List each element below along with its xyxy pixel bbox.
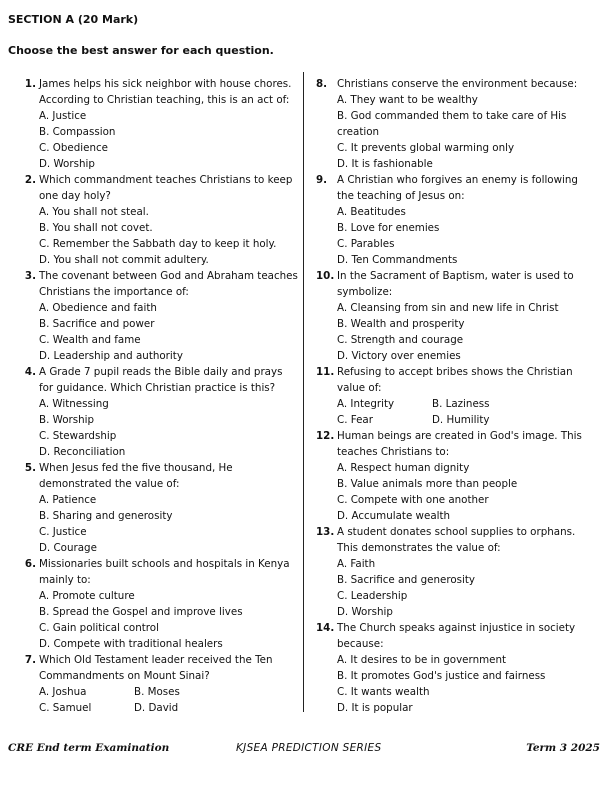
question-number: 3. <box>24 270 36 282</box>
question-item <box>18 268 298 364</box>
answer-option: D. Accumulate wealth <box>337 510 451 522</box>
question-item <box>316 620 594 716</box>
question-number: 11. <box>316 366 335 378</box>
answer-option: A. Obedience and faith <box>39 302 157 314</box>
question-number: 4. <box>24 366 36 378</box>
answer-option: C. Compete with one another <box>337 494 489 506</box>
question-stem: When Jesus fed the five thousand, He demonstrated the value of: <box>39 462 233 490</box>
answer-option: D. Victory over enemies <box>337 350 461 362</box>
answer-option-row <box>337 412 594 428</box>
question-item <box>316 268 594 364</box>
answer-option: B. It promotes God's justice and fairness <box>337 670 546 682</box>
question-item <box>18 172 298 268</box>
answer-option: B. Wealth and prosperity <box>337 318 465 330</box>
answer-option: D. Humility <box>432 414 490 426</box>
answer-option: A. Patience <box>39 494 97 506</box>
instructions: Choose the best answer for each question. <box>8 44 274 57</box>
answer-option-row <box>337 396 594 412</box>
answer-option: B. Worship <box>39 414 95 426</box>
answer-option: B. Compassion <box>39 126 116 138</box>
question-number: 14. <box>316 622 335 634</box>
answer-option: A. Witnessing <box>39 398 109 410</box>
answer-option: A. Integrity <box>337 398 395 410</box>
question-stem: James helps his sick neighbor with house chores. According to Christian teaching, this is an act of: <box>39 78 292 106</box>
answer-option: B. You shall not covet. <box>39 222 153 234</box>
question-number: 2. <box>24 174 36 186</box>
footer-term: Term 3 2025 <box>526 742 600 754</box>
answer-option: A. You shall not steal. <box>39 206 149 218</box>
answer-option: B. God commanded them to take care of His creation <box>337 110 567 138</box>
answer-option: D. Leadership and authority <box>39 350 183 362</box>
question-number: 7. <box>24 654 36 666</box>
answer-option-row <box>39 684 298 700</box>
question-item <box>316 428 594 524</box>
question-item <box>18 76 298 172</box>
footer-exam-name: CRE End term Examination <box>8 742 170 754</box>
answer-option: C. Stewardship <box>39 430 117 442</box>
answer-option: B. Moses <box>134 686 180 698</box>
answer-option: A. Joshua <box>39 686 87 698</box>
question-item <box>18 556 298 652</box>
answer-option: D. David <box>134 702 179 714</box>
answer-option: C. Samuel <box>39 702 92 714</box>
answer-option: A. They want to be wealthy <box>337 94 478 106</box>
question-stem: Which Old Testament leader received the Ten Commandments on Mount Sinai? <box>39 654 273 682</box>
column-divider <box>303 72 304 712</box>
answer-option: D. Worship <box>39 158 95 170</box>
questions-right-column <box>316 76 594 716</box>
answer-option: C. It wants wealth <box>337 686 430 698</box>
question-number: 9. <box>316 174 328 186</box>
question-number: 8. <box>316 78 328 90</box>
answer-option: B. Sharing and generosity <box>39 510 173 522</box>
answer-option: B. Laziness <box>432 398 490 410</box>
question-item <box>18 364 298 460</box>
answer-option: D. It is popular <box>337 702 413 714</box>
answer-option: C. Wealth and fame <box>39 334 141 346</box>
answer-option: D. Compete with traditional healers <box>39 638 223 650</box>
answer-option: D. It is fashionable <box>337 158 433 170</box>
question-item <box>316 524 594 620</box>
answer-option: D. Reconciliation <box>39 446 126 458</box>
question-item <box>18 652 298 716</box>
question-number: 10. <box>316 270 335 282</box>
answer-option: D. Ten Commandments <box>337 254 458 266</box>
question-number: 13. <box>316 526 335 538</box>
answer-option-row <box>39 700 298 716</box>
question-number: 1. <box>24 78 36 90</box>
answer-option: A. Promote culture <box>39 590 135 602</box>
question-stem: Refusing to accept bribes shows the Christian value of: <box>337 366 573 394</box>
answer-option: D. You shall not commit adultery. <box>39 254 209 266</box>
question-number: 6. <box>24 558 36 570</box>
answer-option: C. Strength and courage <box>337 334 464 346</box>
question-item <box>316 172 594 268</box>
answer-option: D. Courage <box>39 542 97 554</box>
question-stem: The Church speaks against injustice in society because: <box>337 622 576 650</box>
answer-option: B. Spread the Gospel and improve lives <box>39 606 243 618</box>
answer-option: B. Sacrifice and power <box>39 318 155 330</box>
answer-option: C. Remember the Sabbath day to keep it holy. <box>39 238 277 250</box>
answer-option: C. Gain political control <box>39 622 159 634</box>
answer-option: C. Fear <box>337 414 373 426</box>
question-number: 12. <box>316 430 335 442</box>
question-stem: A Grade 7 pupil reads the Bible daily and prays for guidance. Which Christian practice is this? <box>39 366 283 394</box>
answer-option: C. Justice <box>39 526 87 538</box>
question-stem: Human beings are created in God's image. This teaches Christians to: <box>337 430 582 458</box>
answer-option: D. Worship <box>337 606 393 618</box>
question-item <box>18 460 298 556</box>
answer-option: B. Love for enemies <box>337 222 440 234</box>
answer-option: A. It desires to be in government <box>337 654 507 666</box>
question-stem: Which commandment teaches Christians to keep one day holy? <box>39 174 293 202</box>
answer-option: C. Obedience <box>39 142 108 154</box>
answer-option: A. Cleansing from sin and new life in Christ <box>337 302 559 314</box>
answer-option: A. Respect human dignity <box>337 462 470 474</box>
question-stem: Christians conserve the environment because: <box>337 78 578 90</box>
section-title: SECTION A (20 Mark) <box>8 13 139 26</box>
question-stem: A Christian who forgives an enemy is following the teaching of Jesus on: <box>337 174 578 202</box>
answer-option: A. Justice <box>39 110 87 122</box>
question-item <box>316 364 594 428</box>
question-stem: In the Sacrament of Baptism, water is used to symbolize: <box>337 270 574 298</box>
footer-series: KJSEA PREDICTION SERIES <box>236 742 382 754</box>
answer-option: B. Sacrifice and generosity <box>337 574 476 586</box>
question-stem: A student donates school supplies to orphans. This demonstrates the value of: <box>337 526 576 554</box>
answer-option: A. Faith <box>337 558 376 570</box>
questions-left-column <box>18 76 298 716</box>
answer-option: C. It prevents global warming only <box>337 142 515 154</box>
question-number: 5. <box>24 462 36 474</box>
answer-option: A. Beatitudes <box>337 206 406 218</box>
answer-option: C. Parables <box>337 238 395 250</box>
answer-option: B. Value animals more than people <box>337 478 518 490</box>
question-stem: The covenant between God and Abraham teaches Christians the importance of: <box>39 270 298 298</box>
question-item <box>316 76 594 172</box>
answer-option: C. Leadership <box>337 590 408 602</box>
question-stem: Missionaries built schools and hospitals in Kenya mainly to: <box>39 558 290 586</box>
